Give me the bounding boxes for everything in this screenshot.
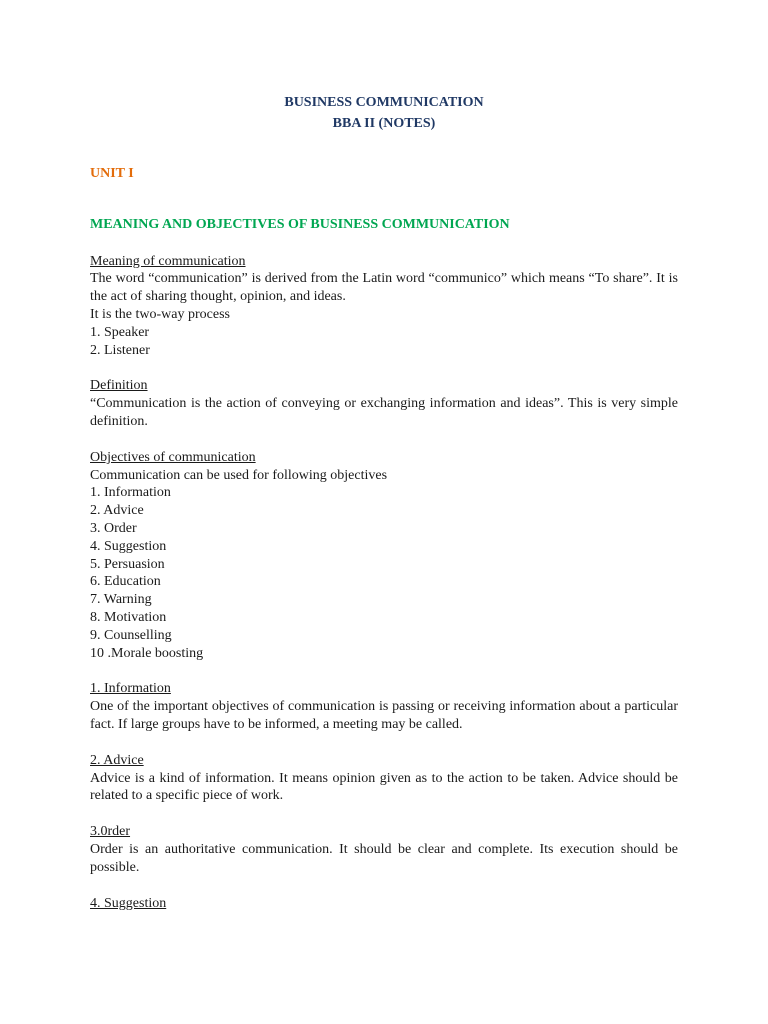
list-item: 3. Order: [90, 520, 137, 536]
suggestion-heading: 4. Suggestion: [90, 895, 167, 911]
list-item: 1. Speaker: [90, 324, 150, 340]
list-item: 7. Warning: [90, 592, 152, 608]
document-subtitle: BBA II (NOTES): [332, 116, 436, 131]
objectives-heading: Objectives of communication: [90, 449, 256, 465]
list-item: 10 .Morale boosting: [90, 645, 204, 661]
list-item: 2. Advice: [90, 503, 144, 519]
advice-paragraph: Advice is a kind of information. It means opinion given as to the action to be taken. Advice should be related to a specific piece of work.: [90, 770, 678, 804]
information-paragraph: One of the important objectives of communication is passing or receiving information about a particular fact. If large groups have to be informed, a meeting may be called.: [90, 699, 678, 732]
information-heading: 1. Information: [90, 681, 171, 697]
process-line: It is the two-way process: [90, 306, 230, 322]
document-content: [90, 92, 678, 912]
main-heading: MEANING AND OBJECTIVES OF BUSINESS COMMUNICATION: [90, 216, 510, 232]
list-item: 4. Suggestion: [90, 538, 167, 554]
meaning-heading: Meaning of communication: [90, 253, 246, 269]
list-item: 9. Counselling: [90, 627, 172, 643]
advice-heading: 2. Advice: [90, 752, 144, 768]
list-item: 5. Persuasion: [90, 556, 165, 572]
list-item: 1. Information: [90, 485, 171, 501]
objectives-intro: Communication can be used for following objectives: [90, 467, 388, 483]
order-heading: 3.0rder: [90, 824, 131, 840]
list-item: 2. Listener: [90, 342, 150, 358]
definition-paragraph: “Communication is the action of conveying or exchanging information and ideas”. This is very simple definition.: [90, 396, 678, 429]
title-block: [90, 92, 678, 134]
list-item: 8. Motivation: [90, 609, 167, 625]
meaning-paragraph: The word “communication” is derived from the Latin word “communico” which means “To share”. It is the act of sharing thought, opinion, and ideas.: [90, 271, 678, 305]
unit-label: UNIT I: [90, 166, 134, 181]
order-paragraph: Order is an authoritative communication. It should be clear and complete. Its execution should be possible.: [90, 841, 678, 875]
definition-heading: Definition: [90, 378, 148, 394]
list-item: 6. Education: [90, 574, 161, 590]
document-title: BUSINESS COMMUNICATION: [284, 95, 484, 110]
